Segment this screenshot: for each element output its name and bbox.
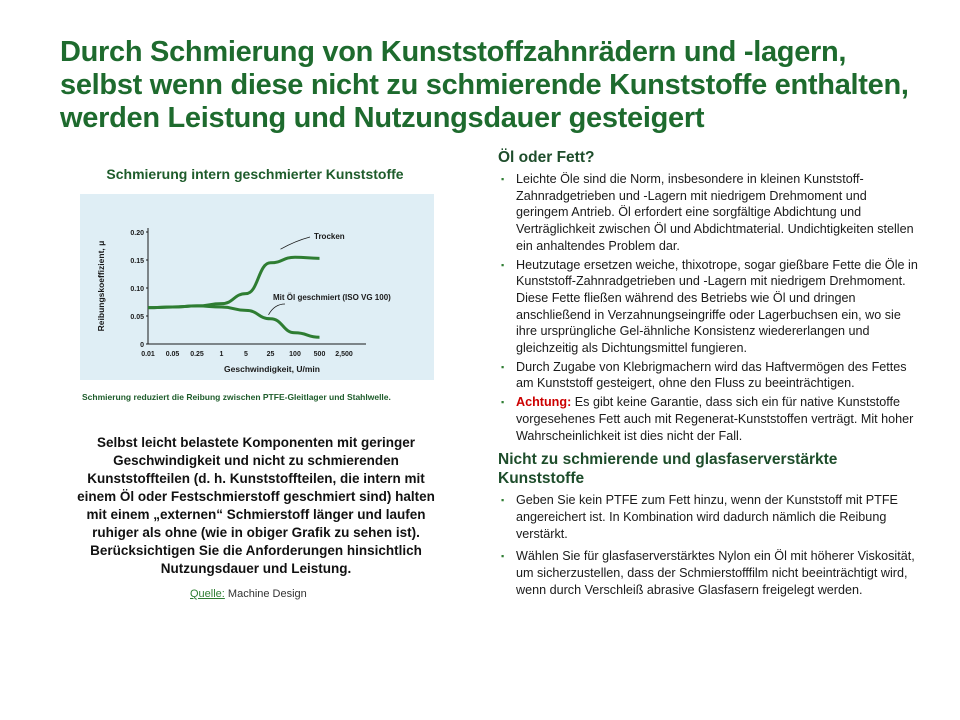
y-tick-label: 0.05 bbox=[130, 314, 144, 321]
chart-note: Schmierung reduziert die Reibung zwischen PTFE-Gleitlager und Stahlwelle. bbox=[82, 392, 391, 402]
x-tick-labels bbox=[141, 351, 353, 358]
y-tick-label: 0.20 bbox=[130, 230, 144, 237]
x-tick-label: 2,500 bbox=[335, 351, 353, 358]
bullet-icon: ▪ bbox=[501, 551, 505, 562]
x-tick-label: 500 bbox=[313, 351, 326, 358]
bullet-icon: ▪ bbox=[501, 397, 505, 408]
right-column bbox=[498, 148, 920, 600]
list-item-text: Es gibt keine Garantie, dass sich ein für native Kunststoffe vorgesehenes Fett auch mit Regenerat-Kunststoffen verträgt. Mit hoher Wahrscheinlichkeit ist dies nicht der Fall. bbox=[516, 395, 914, 443]
x-tick-label: 0.05 bbox=[165, 351, 180, 358]
bullet-icon: ▪ bbox=[501, 361, 505, 372]
series-label: Mit Öl geschmiert (ISO VG 100) bbox=[273, 293, 391, 302]
oil-or-grease-list bbox=[498, 171, 920, 444]
section-title-oil-or-grease: Öl oder Fett? bbox=[498, 149, 595, 166]
list-item-text: Wählen Sie für glasfaserverstärktes Nylon ein Öl mit höherer Viskosität, um sicherzustellen, dass der Schmierstofffilm nicht beeinträchtigt wird, wenn durch Verschleiß abrasive Glasfasern freigelegt werden. bbox=[516, 549, 915, 597]
bullet-icon: ▪ bbox=[501, 174, 505, 184]
y-axis-label: Reibungskoeffizient, μ bbox=[96, 240, 106, 332]
x-tick-label: 0.01 bbox=[141, 351, 155, 358]
list-item bbox=[498, 394, 920, 444]
bullet-icon: ▪ bbox=[501, 495, 505, 506]
source-label[interactable]: Quelle: bbox=[190, 588, 225, 600]
x-tick-label: 0.25 bbox=[190, 351, 204, 358]
source-line bbox=[190, 588, 330, 600]
warning-label: Achtung: bbox=[516, 395, 572, 410]
list-item bbox=[498, 257, 920, 357]
non-lubricated-list bbox=[498, 492, 920, 598]
list-item-text: Heutzutage ersetzen weiche, thixotrope, sogar gießbare Fette die Öle in Kunststoff-Zahnradgetrieben und -Lagern mit niedrigem Drehmoment. Diese Fette fließen während des Betriebs wie Öl und dringen anschließend in Verzahnungseingriffe oder Lagerbuchsen ein, wo sie ihre ursprüngliche Gel-ähnliche Konsistenz wiedererlangen und gleichzeitig als Dichtungsmittel fungieren. bbox=[516, 257, 918, 356]
list-item-text: Leichte Öle sind die Norm, insbesondere in kleinen Kunststoff-Zahnradgetrieben und -Lagern mit niedrigem Drehmoment und geringem Antrieb. Öl erfordert eine sorgfältige Abdichtung und Verträglichkeit zwischen Öl und Abdichtmaterial. Undichtigkeiten stellen ein anhaltendes Problem dar. bbox=[516, 172, 914, 253]
x-tick-label: 25 bbox=[266, 351, 275, 358]
y-tick-label: 0 bbox=[140, 342, 144, 349]
source-value: Machine Design bbox=[227, 588, 307, 600]
x-tick-label: 1 bbox=[219, 351, 224, 358]
x-tick-label: 100 bbox=[289, 351, 301, 358]
y-tick-label: 0.15 bbox=[130, 258, 144, 265]
chart-heading: Schmierung intern geschmierter Kunststoffe bbox=[106, 166, 404, 182]
left-caption: Selbst leicht belastete Komponenten mit geringer Geschwindigkeit und nicht zu schmierenden Kunststoffteilen (d. h. Kunststoffteilen, die intern mit einem Öl oder Festschmierstoff geschmiert sind) halten mit einem „externen“ Schmierstoff länger und laufen ruhiger als ohne (wie in obiger Grafik zu sehen ist). Berücksichtigen Sie die Anforderungen hinsichtlich Nutzungsdauer und Leistung. bbox=[77, 435, 435, 576]
x-axis-label: Geschwindigkeit, U/min bbox=[224, 364, 320, 374]
slide-title: Durch Schmierung von Kunststoffzahnrädern und -lagern, selbst wenn diese nicht zu schmierende Kunststoffe enthalten, werden Leistung und Nutzungsdauer gesteigert bbox=[60, 36, 909, 134]
list-item bbox=[498, 492, 920, 542]
friction-chart-svg bbox=[78, 192, 436, 414]
list-item bbox=[498, 548, 920, 598]
list-item bbox=[498, 359, 920, 392]
y-tick-label: 0.10 bbox=[130, 286, 144, 293]
section-title-non-lubricated-plastics: Nicht zu schmierende und glasfaserverstärkte Kunststoffe bbox=[498, 451, 838, 488]
list-item bbox=[498, 171, 920, 255]
bullet-icon: ▪ bbox=[501, 259, 505, 270]
x-tick-label: 5 bbox=[244, 351, 248, 358]
series-label: Trocken bbox=[314, 232, 345, 241]
friction-chart bbox=[78, 192, 436, 414]
list-item-text: Geben Sie kein PTFE zum Fett hinzu, wenn der Kunststoff mit PTFE angereichert ist. In Kombination wird dadurch nämlich die Reibung verstärkt. bbox=[516, 493, 898, 541]
list-item-text: Durch Zugabe von Klebrigmachern wird das Haftvermögen des Fettes am Kunststoff gesteigert, ohne den Fluss zu beeinträchtigen. bbox=[516, 359, 907, 391]
